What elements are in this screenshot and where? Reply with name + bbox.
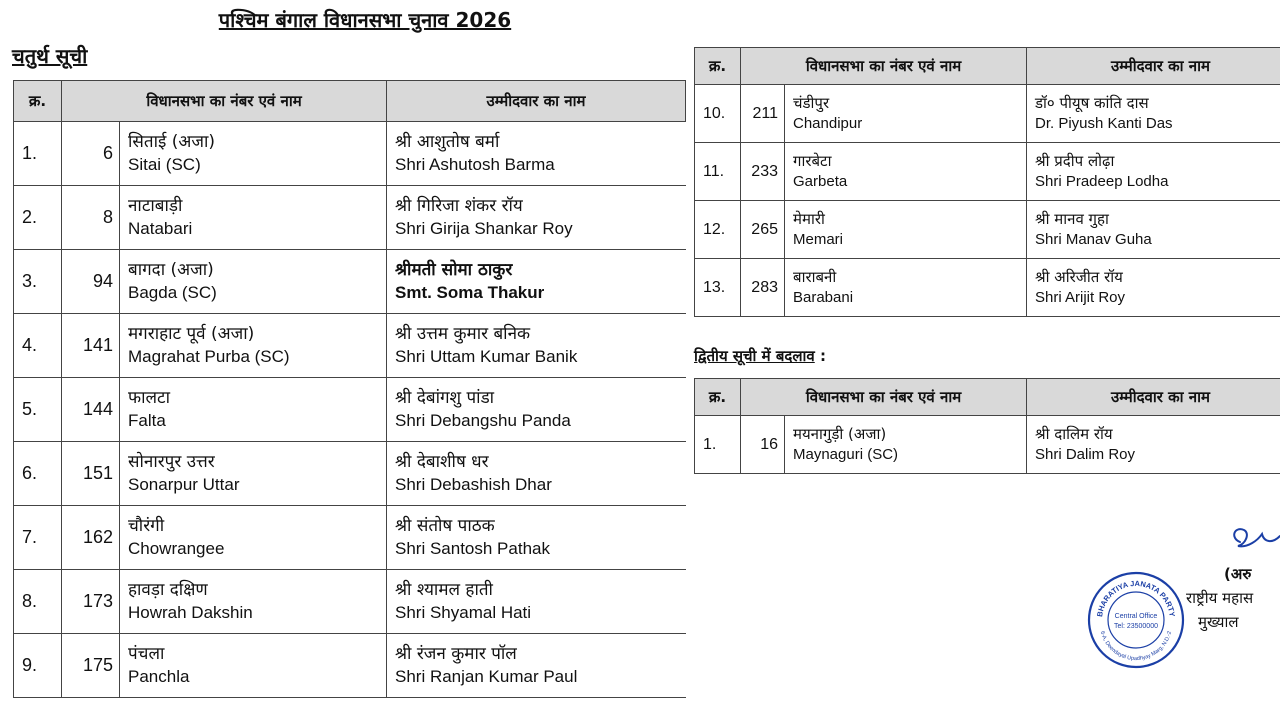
svg-text:BHARATIYA JANATA PARTY	[1095, 579, 1177, 618]
row-index: 9.	[14, 634, 62, 698]
row-index: 5.	[14, 378, 62, 442]
candidate-name-english: Shri Shyamal Hati	[395, 602, 532, 622]
constituency-name-english: Maynaguri (SC)	[793, 445, 899, 463]
constituency-name-hindi: फालटा	[128, 388, 171, 409]
constituency-name-cell	[120, 378, 387, 442]
candidate-name-english: Shri Ranjan Kumar Paul	[395, 666, 578, 686]
candidate-name-hindi: श्री रंजन कुमार पॉल	[395, 644, 517, 665]
candidate-name-cell	[387, 442, 686, 506]
constituency-name-hindi: सोनारपुर उत्तर	[128, 452, 215, 473]
candidate-name-hindi: श्री आशुतोष बर्मा	[395, 132, 500, 153]
candidate-name-hindi: श्री उत्तम कुमार बनिक	[395, 324, 531, 345]
header-candidate: उम्मीदवार का नाम	[1027, 379, 1280, 416]
constituency-name-english: Chandipur	[793, 114, 863, 132]
constituency-number: 16	[741, 416, 785, 474]
table-row	[14, 570, 686, 634]
candidate-name-cell	[387, 122, 686, 186]
constituency-number: 94	[62, 250, 120, 314]
constituency-name-cell	[120, 634, 387, 698]
candidate-name-hindi: डॉ० पीयूष कांति दास	[1035, 94, 1149, 112]
table-row	[695, 259, 1280, 317]
table-row	[14, 634, 686, 698]
candidate-name-hindi: श्री प्रदीप लोढ़ा	[1035, 152, 1115, 170]
constituency-name-hindi: हावड़ा दक्षिण	[128, 580, 208, 601]
row-index: 10.	[695, 85, 741, 143]
candidate-name-hindi: श्री गिरिजा शंकर रॉय	[395, 196, 523, 217]
candidate-name-cell	[387, 570, 686, 634]
constituency-name-cell	[785, 85, 1027, 143]
candidate-name-cell	[387, 186, 686, 250]
constituency-name-english: Panchla	[128, 666, 190, 686]
constituency-name-cell	[120, 122, 387, 186]
header-index: क्र.	[14, 81, 62, 122]
constituency-number: 175	[62, 634, 120, 698]
candidate-name-english: Shri Ashutosh Barma	[395, 154, 555, 174]
candidate-name-cell	[1027, 416, 1280, 474]
constituency-name-hindi: सिताई (अजा)	[128, 132, 216, 153]
constituency-name-hindi: मयनागुड़ी (अजा)	[793, 425, 887, 443]
constituency-name-hindi: नाटाबाड़ी	[128, 196, 183, 217]
table-row	[14, 378, 686, 442]
constituency-name-cell	[120, 186, 387, 250]
constituency-name-english: Memari	[793, 230, 844, 248]
constituency-number: 211	[741, 85, 785, 143]
table-row	[14, 506, 686, 570]
header-constituency: विधानसभा का नंबर एवं नाम	[62, 81, 387, 122]
table-row	[14, 122, 686, 186]
candidate-name-english: Shri Manav Guha	[1035, 230, 1152, 248]
constituency-number: 265	[741, 201, 785, 259]
seal-arc-top: BHARATIYA JANATA PARTY	[1095, 578, 1177, 618]
candidate-name-english: Shri Dalim Roy	[1035, 445, 1136, 463]
constituency-number: 8	[62, 186, 120, 250]
constituency-name-english: Howrah Dakshin	[128, 602, 253, 622]
constituency-name-hindi: मेमारी	[793, 210, 825, 228]
candidate-name-english: Dr. Piyush Kanti Das	[1035, 114, 1173, 132]
row-index: 7.	[14, 506, 62, 570]
header-candidate: उम्मीदवार का नाम	[387, 81, 686, 122]
constituency-name-cell	[785, 201, 1027, 259]
candidate-name-cell	[387, 378, 686, 442]
candidate-name-hindi: श्री मानव गुहा	[1035, 210, 1109, 228]
header-index: क्र.	[695, 379, 741, 416]
header-index: क्र.	[695, 48, 741, 85]
candidate-name-english: Smt. Soma Thakur	[395, 282, 545, 302]
signatory-name: (अरु	[1224, 565, 1252, 583]
signature-mark	[1228, 518, 1280, 558]
row-index: 12.	[695, 201, 741, 259]
constituency-number: 151	[62, 442, 120, 506]
row-index: 1.	[14, 122, 62, 186]
row-index: 11.	[695, 143, 741, 201]
constituency-name-english: Bagda (SC)	[128, 282, 217, 302]
party-seal	[1086, 570, 1186, 670]
constituency-name-cell	[120, 442, 387, 506]
change-section-title	[694, 346, 826, 366]
candidate-name-cell	[1027, 143, 1280, 201]
row-index: 1.	[695, 416, 741, 474]
row-index: 3.	[14, 250, 62, 314]
constituency-name-english: Natabari	[128, 218, 193, 238]
table-header-row	[14, 81, 686, 122]
list-title: चतुर्थ सूची	[12, 44, 88, 68]
signatory-office-line1: राष्ट्रीय महास	[1186, 589, 1254, 607]
constituency-name-hindi: मगराहाट पूर्व (अजा)	[128, 324, 255, 345]
candidate-name-cell	[387, 250, 686, 314]
candidate-name-hindi: श्री संतोष पाठक	[395, 516, 495, 537]
constituency-name-english: Barabani	[793, 288, 854, 306]
candidate-name-english: Shri Uttam Kumar Banik	[395, 346, 578, 366]
candidate-name-cell	[1027, 201, 1280, 259]
candidate-table-continued	[694, 47, 1280, 317]
constituency-name-hindi: चौरंगी	[128, 516, 165, 537]
row-index: 13.	[695, 259, 741, 317]
constituency-name-hindi: चंडीपुर	[793, 94, 830, 112]
candidate-name-english: Shri Debashish Dhar	[395, 474, 552, 494]
svg-text:6-A, Deendayal Upadhyay Marg,	[1099, 631, 1173, 662]
candidate-name-hindi: श्री देबांगशु पांडा	[395, 388, 495, 409]
constituency-name-cell	[785, 143, 1027, 201]
candidate-name-hindi: श्री देबाशीष धर	[395, 452, 489, 473]
constituency-name-cell	[120, 250, 387, 314]
candidate-name-english: Shri Pradeep Lodha	[1035, 172, 1169, 190]
signature-block	[1186, 562, 1280, 634]
candidate-name-cell	[1027, 85, 1280, 143]
constituency-number: 162	[62, 506, 120, 570]
header-candidate: उम्मीदवार का नाम	[1027, 48, 1280, 85]
candidate-name-english: Shri Santosh Pathak	[395, 538, 550, 558]
constituency-name-hindi: गारबेटा	[793, 152, 832, 170]
candidate-name-english: Shri Arijit Roy	[1035, 288, 1126, 306]
constituency-name-english: Falta	[128, 410, 166, 430]
candidate-name-english: Shri Debangshu Panda	[395, 410, 571, 430]
constituency-name-cell	[120, 506, 387, 570]
header-constituency: विधानसभा का नंबर एवं नाम	[741, 379, 1027, 416]
constituency-name-hindi: बागदा (अजा)	[128, 260, 214, 281]
candidate-name-cell	[387, 314, 686, 378]
constituency-number: 283	[741, 259, 785, 317]
constituency-number: 141	[62, 314, 120, 378]
constituency-number: 6	[62, 122, 120, 186]
constituency-name-cell	[120, 570, 387, 634]
table-row	[14, 186, 686, 250]
document-title: पश्चिम बंगाल विधानसभा चुनाव 2026	[218, 8, 512, 32]
candidate-name-cell	[387, 506, 686, 570]
table-row	[14, 442, 686, 506]
constituency-name-english: Sonarpur Uttar	[128, 474, 240, 494]
candidate-name-hindi: श्री श्यामल हाती	[395, 580, 493, 601]
constituency-name-english: Magrahat Purba (SC)	[128, 346, 290, 366]
table-row	[14, 250, 686, 314]
constituency-name-english: Garbeta	[793, 172, 848, 190]
constituency-name-english: Sitai (SC)	[128, 154, 201, 174]
constituency-name-cell	[785, 416, 1027, 474]
candidate-name-cell	[1027, 259, 1280, 317]
candidate-name-english: Shri Girija Shankar Roy	[395, 218, 573, 238]
table-row	[695, 143, 1280, 201]
table-row	[695, 201, 1280, 259]
constituency-number: 173	[62, 570, 120, 634]
constituency-number: 233	[741, 143, 785, 201]
seal-arc-bottom: 6-A, Deendayal Upadhyay Marg, N.D.-2	[1098, 630, 1174, 663]
candidate-name-hindi: श्री दालिम रॉय	[1035, 425, 1113, 443]
constituency-name-cell	[120, 314, 387, 378]
seal-center-line1: Central Office	[1114, 613, 1158, 620]
table-header-row	[695, 48, 1280, 85]
constituency-number: 144	[62, 378, 120, 442]
candidate-table-main	[13, 80, 686, 698]
table-header-row	[695, 379, 1280, 416]
candidate-name-hindi: श्री अरिजीत रॉय	[1035, 268, 1123, 286]
table-row	[695, 85, 1280, 143]
row-index: 8.	[14, 570, 62, 634]
change-title-text: द्वितीय सूची में बदलाव	[694, 347, 815, 365]
header-constituency: विधानसभा का नंबर एवं नाम	[741, 48, 1027, 85]
change-title-suffix: :	[814, 347, 826, 365]
seal-center-line2: Tel: 23500000	[1114, 623, 1158, 630]
constituency-name-english: Chowrangee	[128, 538, 225, 558]
constituency-name-cell	[785, 259, 1027, 317]
constituency-name-hindi: बाराबनी	[793, 268, 837, 286]
candidate-name-cell	[387, 634, 686, 698]
row-index: 4.	[14, 314, 62, 378]
table-row	[695, 416, 1280, 474]
constituency-name-hindi: पंचला	[128, 644, 165, 665]
candidate-name-hindi: श्रीमती सोमा ठाकुर	[395, 260, 513, 281]
table-row	[14, 314, 686, 378]
row-index: 6.	[14, 442, 62, 506]
change-table	[694, 378, 1280, 474]
signatory-office-line2: मुख्याल	[1198, 613, 1239, 631]
row-index: 2.	[14, 186, 62, 250]
